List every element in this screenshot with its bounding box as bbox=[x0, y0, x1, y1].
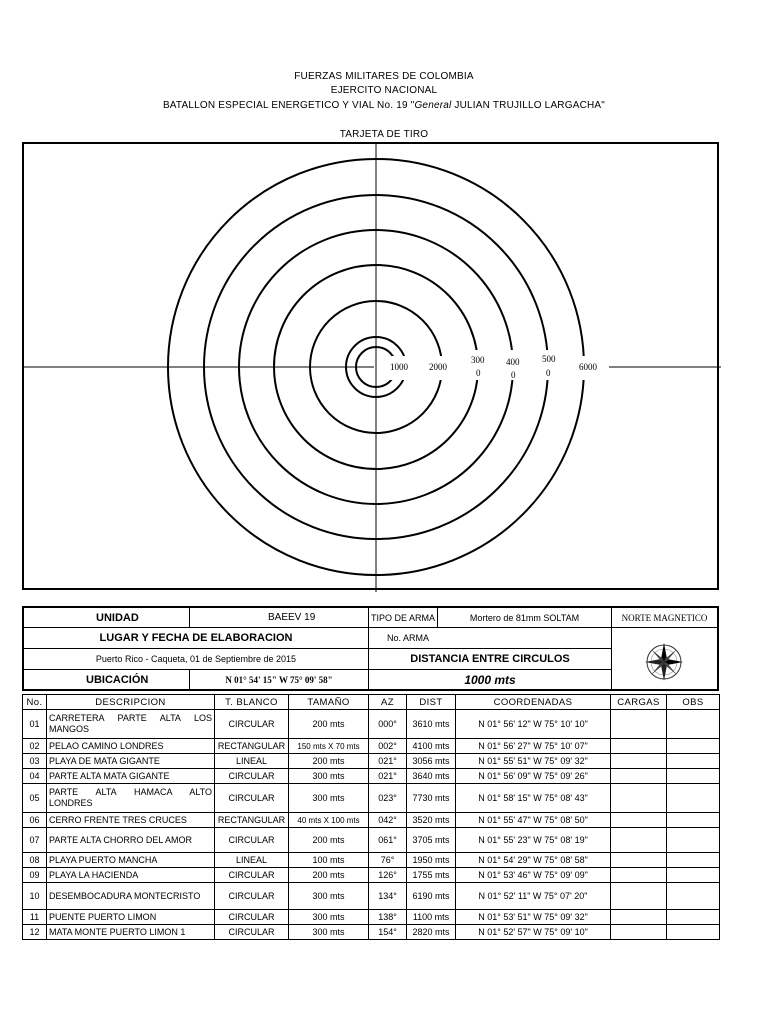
header-line-3 bbox=[0, 100, 768, 111]
range-label-500: 500 bbox=[542, 354, 556, 364]
cell-t-blanco: CIRCULAR bbox=[215, 883, 289, 910]
cell-dist: 3520 mts bbox=[407, 813, 456, 828]
cell-descripcion: PUENTE PUERTO LIMON bbox=[47, 910, 215, 925]
cell-no: 04 bbox=[23, 769, 47, 784]
cell-az: 021° bbox=[369, 769, 407, 784]
cell-az: 126° bbox=[369, 868, 407, 883]
cell-coordenadas: N 01° 56' 27" W 75° 10' 07" bbox=[456, 739, 611, 754]
cell-coordenadas: N 01° 55' 47" W 75° 08' 50" bbox=[456, 813, 611, 828]
tipo-arma-label: TIPO DE ARMA bbox=[369, 608, 438, 628]
table-row bbox=[23, 813, 720, 828]
cell-tamano: 300 mts bbox=[289, 769, 369, 784]
cell-coordenadas: N 01° 55' 23" W 75° 08' 19" bbox=[456, 828, 611, 853]
cell-cargas bbox=[611, 883, 667, 910]
cell-coordenadas: N 01° 55' 51" W 75° 09' 32" bbox=[456, 754, 611, 769]
col-header-coordenadas: COORDENADAS bbox=[456, 695, 611, 710]
compass-rose-icon bbox=[642, 640, 686, 684]
cell-cargas bbox=[611, 710, 667, 739]
cell-descripcion: MATA MONTE PUERTO LIMON 1 bbox=[47, 925, 215, 940]
cell-obs bbox=[667, 769, 720, 784]
table-row bbox=[23, 910, 720, 925]
table-row bbox=[23, 868, 720, 883]
table-row bbox=[23, 853, 720, 868]
cell-descripcion: PLAYA DE MATA GIGANTE bbox=[47, 754, 215, 769]
cell-az: 023° bbox=[369, 784, 407, 813]
range-circles bbox=[24, 144, 721, 592]
cell-tamano: 300 mts bbox=[289, 883, 369, 910]
cell-az: 042° bbox=[369, 813, 407, 828]
table-row bbox=[23, 784, 720, 813]
cell-t-blanco: RECTANGULAR bbox=[215, 739, 289, 754]
range-label-6000: 6000 bbox=[579, 362, 597, 372]
cell-dist: 1100 mts bbox=[407, 910, 456, 925]
cell-t-blanco: RECTANGULAR bbox=[215, 813, 289, 828]
cell-cargas bbox=[611, 784, 667, 813]
cell-t-blanco: CIRCULAR bbox=[215, 910, 289, 925]
table-header-row bbox=[23, 695, 720, 710]
cell-dist: 3705 mts bbox=[407, 828, 456, 853]
lugar-fecha-label: LUGAR Y FECHA DE ELABORACION bbox=[24, 628, 369, 649]
header-line-2: EJERCITO NACIONAL bbox=[330, 85, 438, 96]
norte-magnetico-label: NORTE MAGNETICO bbox=[612, 608, 717, 628]
ubicacion-value bbox=[190, 670, 369, 689]
table-row bbox=[23, 925, 720, 940]
cell-t-blanco: CIRCULAR bbox=[215, 828, 289, 853]
cell-t-blanco: CIRCULAR bbox=[215, 769, 289, 784]
cell-descripcion: CERRO FRENTE TRES CRUCES bbox=[47, 813, 215, 828]
range-label-400-suffix: 0 bbox=[511, 370, 516, 380]
range-label-1000: 1000 bbox=[390, 362, 408, 372]
cell-no: 11 bbox=[23, 910, 47, 925]
cell-cargas bbox=[611, 868, 667, 883]
cell-descripcion: PARTE ALTA HAMACA ALTO LONDRES bbox=[47, 784, 215, 813]
col-header-t-blanco: T. BLANCO bbox=[215, 695, 289, 710]
header-line-3-suffix: JULIAN TRUJILLO LARGACHA" bbox=[451, 100, 606, 111]
col-header-descripcion: DESCRIPCION bbox=[47, 695, 215, 710]
cell-dist: 6190 mts bbox=[407, 883, 456, 910]
col-header-cargas: CARGAS bbox=[611, 695, 667, 710]
cell-coordenadas: N 01° 52' 57" W 75° 09' 10" bbox=[456, 925, 611, 940]
cell-descripcion: PARTE ALTA MATA GIGANTE bbox=[47, 769, 215, 784]
cell-az: 021° bbox=[369, 754, 407, 769]
cell-t-blanco: CIRCULAR bbox=[215, 925, 289, 940]
no-arma-label: No. ARMA bbox=[369, 628, 612, 649]
cell-cargas bbox=[611, 813, 667, 828]
cell-t-blanco: CIRCULAR bbox=[215, 784, 289, 813]
cell-no: 07 bbox=[23, 828, 47, 853]
cell-az: 000° bbox=[369, 710, 407, 739]
cell-tamano: 200 mts bbox=[289, 710, 369, 739]
range-label-2000: 2000 bbox=[429, 362, 447, 372]
cell-no: 02 bbox=[23, 739, 47, 754]
cell-dist: 1755 mts bbox=[407, 868, 456, 883]
cell-no: 08 bbox=[23, 853, 47, 868]
table-row bbox=[23, 769, 720, 784]
cell-no: 03 bbox=[23, 754, 47, 769]
cell-tamano: 100 mts bbox=[289, 853, 369, 868]
cell-coordenadas: N 01° 53' 46" W 75° 09' 09" bbox=[456, 868, 611, 883]
cell-t-blanco: CIRCULAR bbox=[215, 868, 289, 883]
cell-descripcion: PLAYA PUERTO MANCHA bbox=[47, 853, 215, 868]
cell-obs bbox=[667, 754, 720, 769]
document-title: TARJETA DE TIRO bbox=[339, 129, 429, 140]
cell-obs bbox=[667, 853, 720, 868]
table-row bbox=[23, 754, 720, 769]
cell-no: 05 bbox=[23, 784, 47, 813]
cell-no: 10 bbox=[23, 883, 47, 910]
range-label-400: 400 bbox=[506, 357, 520, 367]
cell-coordenadas: N 01° 53' 51" W 75° 09' 32" bbox=[456, 910, 611, 925]
table-row bbox=[23, 828, 720, 853]
cell-dist: 3056 mts bbox=[407, 754, 456, 769]
cell-tamano: 40 mts X 100 mts bbox=[289, 813, 369, 828]
cell-coordenadas: N 01° 54' 29" W 75° 08' 58" bbox=[456, 853, 611, 868]
col-header-az: AZ bbox=[369, 695, 407, 710]
cell-tamano: 300 mts bbox=[289, 925, 369, 940]
cell-descripcion: PELAO CAMINO LONDRES bbox=[47, 739, 215, 754]
cell-no: 06 bbox=[23, 813, 47, 828]
cell-az: 061° bbox=[369, 828, 407, 853]
cell-tamano: 200 mts bbox=[289, 828, 369, 853]
lugar-fecha-value: Puerto Rico - Caqueta, 01 de Septiembre de 2015 bbox=[24, 649, 369, 670]
ubicacion-value-n: N 01° 54' 15" bbox=[225, 674, 277, 685]
cell-tamano: 300 mts bbox=[289, 784, 369, 813]
cell-tamano: 300 mts bbox=[289, 910, 369, 925]
cell-t-blanco: LINEAL bbox=[215, 754, 289, 769]
unidad-label: UNIDAD bbox=[24, 608, 190, 628]
cell-coordenadas: N 01° 56' 12" W 75° 10' 10" bbox=[456, 710, 611, 739]
unidad-value: BAEEV 19 bbox=[190, 608, 369, 628]
cell-az: 002° bbox=[369, 739, 407, 754]
cell-az: 76° bbox=[369, 853, 407, 868]
cell-obs bbox=[667, 883, 720, 910]
cell-dist: 7730 mts bbox=[407, 784, 456, 813]
cell-az: 134° bbox=[369, 883, 407, 910]
cell-no: 12 bbox=[23, 925, 47, 940]
cell-cargas bbox=[611, 925, 667, 940]
cell-obs bbox=[667, 813, 720, 828]
cell-no: 09 bbox=[23, 868, 47, 883]
distancia-label: DISTANCIA ENTRE CIRCULOS bbox=[369, 649, 612, 670]
cell-t-blanco: CIRCULAR bbox=[215, 710, 289, 739]
range-label-300: 300 bbox=[471, 355, 485, 365]
targets-table bbox=[22, 694, 720, 940]
cell-t-blanco: LINEAL bbox=[215, 853, 289, 868]
cell-obs bbox=[667, 868, 720, 883]
distancia-value: 1000 mts bbox=[369, 670, 612, 689]
cell-descripcion: DESEMBOCADURA MONTECRISTO bbox=[47, 883, 215, 910]
col-header-dist: DIST bbox=[407, 695, 456, 710]
cell-dist: 1950 mts bbox=[407, 853, 456, 868]
cell-coordenadas: N 01° 52' 11" W 75° 07' 20" bbox=[456, 883, 611, 910]
cell-cargas bbox=[611, 754, 667, 769]
cell-coordenadas: N 01° 58' 15" W 75° 08' 43" bbox=[456, 784, 611, 813]
cell-obs bbox=[667, 925, 720, 940]
header-line-1: FUERZAS MILITARES DE COLOMBIA bbox=[294, 71, 474, 82]
cell-cargas bbox=[611, 910, 667, 925]
cell-cargas bbox=[611, 739, 667, 754]
col-header-no: No. bbox=[23, 695, 47, 710]
tipo-arma-value: Mortero de 81mm SOLTAM bbox=[438, 608, 612, 628]
cell-cargas bbox=[611, 853, 667, 868]
col-header-obs: OBS bbox=[667, 695, 720, 710]
cell-obs bbox=[667, 910, 720, 925]
cell-descripcion: PLAYA LA HACIENDA bbox=[47, 868, 215, 883]
cell-coordenadas: N 01° 56' 09" W 75° 09' 26" bbox=[456, 769, 611, 784]
cell-tamano: 150 mts X 70 mts bbox=[289, 739, 369, 754]
firing-target-diagram bbox=[22, 142, 719, 590]
cell-descripcion: CARRETERA PARTE ALTA LOS MANGOS bbox=[47, 710, 215, 739]
cell-dist: 2820 mts bbox=[407, 925, 456, 940]
cell-tamano: 200 mts bbox=[289, 868, 369, 883]
table-row bbox=[23, 883, 720, 910]
ubicacion-value-w: W 75° 09' 58" bbox=[278, 674, 333, 685]
table-row bbox=[23, 739, 720, 754]
header-line-3-prefix: BATALLON ESPECIAL ENERGETICO Y VIAL No. 19 " bbox=[162, 100, 415, 111]
table-row bbox=[23, 710, 720, 739]
range-label-500-suffix: 0 bbox=[546, 368, 551, 378]
cell-az: 138° bbox=[369, 910, 407, 925]
cell-az: 154° bbox=[369, 925, 407, 940]
cell-obs bbox=[667, 739, 720, 754]
cell-obs bbox=[667, 710, 720, 739]
cell-dist: 4100 mts bbox=[407, 739, 456, 754]
info-panel bbox=[22, 606, 719, 691]
cell-cargas bbox=[611, 769, 667, 784]
ubicacion-label: UBICACIÓN bbox=[24, 670, 190, 689]
cell-cargas bbox=[611, 828, 667, 853]
cell-tamano: 200 mts bbox=[289, 754, 369, 769]
col-header-tamano: TAMAÑO bbox=[289, 695, 369, 710]
cell-descripcion: PARTE ALTA CHORRO DEL AMOR bbox=[47, 828, 215, 853]
range-label-300-suffix: 0 bbox=[476, 368, 481, 378]
cell-obs bbox=[667, 784, 720, 813]
cell-dist: 3610 mts bbox=[407, 710, 456, 739]
cell-no: 01 bbox=[23, 710, 47, 739]
cell-dist: 3640 mts bbox=[407, 769, 456, 784]
header-line-3-italic: General bbox=[414, 100, 452, 111]
cell-obs bbox=[667, 828, 720, 853]
